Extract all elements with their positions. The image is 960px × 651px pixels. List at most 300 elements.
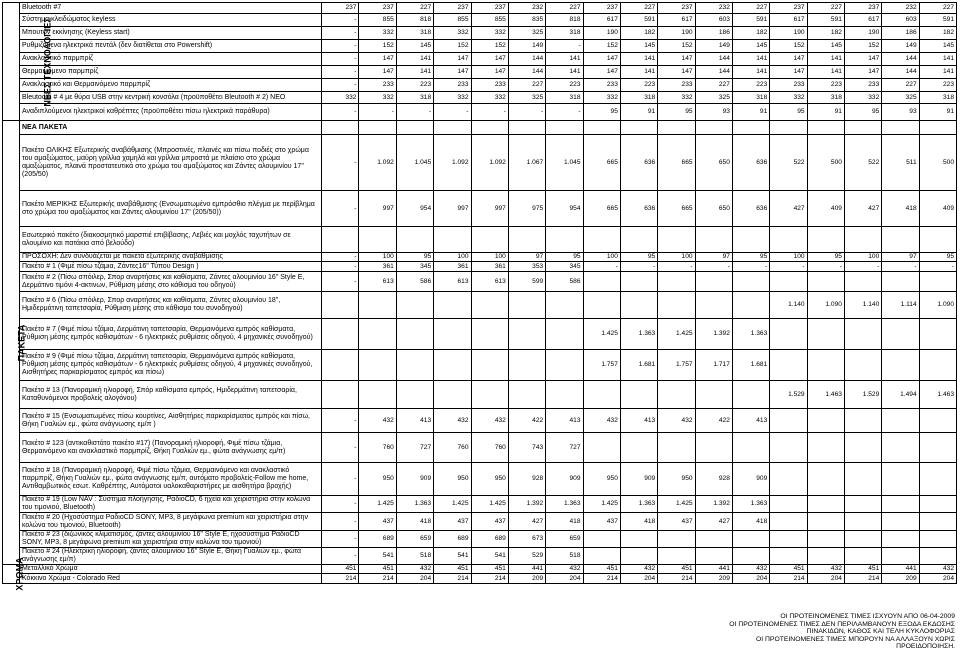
price-cell	[583, 292, 620, 319]
price-cell: 237	[434, 3, 471, 14]
price-cell: 227	[732, 3, 769, 14]
price-cell: 909	[620, 463, 657, 496]
price-cell: 636	[732, 191, 769, 227]
price-cell: 318	[807, 92, 844, 104]
table-row	[3, 191, 957, 227]
table-row	[3, 409, 957, 433]
price-cell: 227	[546, 3, 583, 14]
price-cell	[434, 121, 471, 135]
price-cell	[359, 381, 396, 409]
price-cell: 227	[508, 79, 545, 92]
price-cell	[658, 227, 695, 253]
price-cell: 227	[882, 79, 919, 92]
row-description: Bleutooth # 4 με θύρα USB στην κεντρική κονσόλα (προϋποθέτει Bleutooth # 2) ΝΕΟ	[19, 92, 321, 104]
price-cell: 100	[844, 253, 881, 262]
price-cell	[732, 272, 769, 292]
price-cell: 209	[882, 574, 919, 584]
price-cell: 95	[807, 253, 844, 262]
price-cell	[844, 496, 881, 513]
price-cell	[546, 227, 583, 253]
price-cell: 147	[770, 53, 807, 66]
row-description: Πακέτο # 19 (Low NAV : Σύστημα πλοήγησης, ΡαδιοCD, 6 ηχεία και χειριστήρια στην κολώνα του τιμονιού, Bluetooth)	[19, 496, 321, 513]
price-cell: -	[695, 262, 732, 272]
price-cell: 855	[434, 14, 471, 27]
price-cell: 237	[583, 3, 620, 14]
price-cell	[546, 292, 583, 319]
price-cell	[882, 227, 919, 253]
row-description: Ανακλαστικό και Θερμαινόμενο παρμπρίζ	[19, 79, 321, 92]
price-cell: 147	[583, 66, 620, 79]
price-cell	[770, 409, 807, 433]
price-cell: 147	[359, 66, 396, 79]
price-cell: 432	[658, 409, 695, 433]
price-cell	[658, 121, 695, 135]
table-row	[3, 66, 957, 79]
price-cell: 1.045	[396, 135, 433, 191]
price-cell: 141	[620, 66, 657, 79]
price-cell: 141	[546, 66, 583, 79]
section-label-packets	[3, 121, 27, 565]
price-cell: 1.363	[732, 496, 769, 513]
price-cell: 353	[508, 262, 545, 272]
price-cell	[546, 381, 583, 409]
price-cell	[658, 292, 695, 319]
price-cell	[508, 121, 545, 135]
price-cell: 613	[359, 272, 396, 292]
price-cell	[620, 548, 657, 565]
price-cell: 332	[770, 92, 807, 104]
price-cell: 541	[434, 548, 471, 565]
price-cell: 144	[882, 66, 919, 79]
price-cell: 147	[583, 53, 620, 66]
price-cell: 1.681	[732, 350, 769, 381]
price-cell	[434, 292, 471, 319]
price-cell: 152	[359, 40, 396, 53]
price-cell: 541	[359, 548, 396, 565]
price-cell: 223	[396, 79, 433, 92]
row-description: Θερμαινόμενο παρμπρίζ	[19, 66, 321, 79]
price-cell: 332	[844, 92, 881, 104]
price-cell: 1.392	[508, 496, 545, 513]
price-cell: 413	[546, 409, 583, 433]
price-cell: 145	[732, 40, 769, 53]
price-cell: 441	[695, 565, 732, 574]
price-cell: 227	[919, 3, 956, 14]
price-cell: 909	[396, 463, 433, 496]
price-cell	[396, 350, 433, 381]
price-cell	[770, 531, 807, 548]
price-cell: 361	[359, 262, 396, 272]
price-cell	[732, 227, 769, 253]
price-cell: -	[807, 262, 844, 272]
price-cell: 144	[508, 53, 545, 66]
price-cell: 835	[508, 14, 545, 27]
price-cell: 997	[471, 191, 508, 227]
price-cell: -	[322, 463, 359, 496]
row-description: Εσωτερικό πακέτο (διακοσμητικό μαρσπιέ επιβίβασης, Λεβιές και μοχλός ταχυτήτων σε αλουμίνιο και πατάκια από βελούδο)	[19, 227, 321, 253]
price-cell: 95	[919, 253, 956, 262]
row-description: Κόκκινο Χρώμα - Colorado Red	[19, 574, 321, 584]
price-cell: 432	[732, 565, 769, 574]
price-cell: 950	[359, 463, 396, 496]
price-cell	[807, 548, 844, 565]
price-cell: 332	[583, 92, 620, 104]
price-cell: 318	[546, 27, 583, 40]
price-cell	[770, 272, 807, 292]
price-cell: 451	[359, 565, 396, 574]
price-cell: 950	[583, 463, 620, 496]
price-cell	[732, 381, 769, 409]
price-cell: 227	[620, 3, 657, 14]
price-cell: 760	[359, 433, 396, 463]
price-cell: 186	[882, 27, 919, 40]
table-row	[3, 3, 957, 14]
price-cell: 855	[359, 14, 396, 27]
price-cell	[844, 548, 881, 565]
price-cell: 182	[620, 27, 657, 40]
price-cell: 727	[546, 433, 583, 463]
price-cell	[359, 227, 396, 253]
price-cell: 95	[732, 253, 769, 262]
price-cell: 441	[508, 565, 545, 574]
price-cell: -	[919, 262, 956, 272]
price-cell: 237	[359, 3, 396, 14]
price-cell: 318	[732, 92, 769, 104]
price-cell	[807, 463, 844, 496]
price-cell	[471, 350, 508, 381]
price-cell: 954	[546, 191, 583, 227]
price-cell	[807, 531, 844, 548]
price-cell	[732, 121, 769, 135]
price-cell: 93	[695, 104, 732, 121]
price-cell: 665	[658, 135, 695, 191]
price-cell: 95	[620, 253, 657, 262]
price-cell	[583, 121, 620, 135]
price-cell: 204	[732, 574, 769, 584]
price-cell: 186	[695, 27, 732, 40]
price-cell: 204	[396, 574, 433, 584]
price-cell	[620, 227, 657, 253]
price-cell: -	[322, 409, 359, 433]
price-cell: 432	[546, 565, 583, 574]
price-cell: 413	[732, 409, 769, 433]
price-cell	[882, 463, 919, 496]
table-row	[3, 262, 957, 272]
table-row	[3, 574, 957, 584]
price-cell: 190	[844, 27, 881, 40]
table-row	[3, 53, 957, 66]
price-cell	[882, 496, 919, 513]
row-description: Πακέτο # 20 (Ηχοσύστημα ΡαδιοCD SONY, MP3, 8 μεγάφωνα premium και χειριστήρια στην κολώνα του τιμονιού, Bluetooth)	[19, 513, 321, 531]
price-cell	[919, 272, 956, 292]
price-cell: 1.757	[658, 350, 695, 381]
price-cell: 650	[695, 135, 732, 191]
price-cell: 1.067	[508, 135, 545, 191]
price-cell: 214	[471, 574, 508, 584]
price-cell: 325	[508, 92, 545, 104]
price-cell: 144	[695, 53, 732, 66]
price-cell: 665	[658, 191, 695, 227]
price-cell	[359, 319, 396, 350]
price-cell: 145	[919, 40, 956, 53]
price-cell: -	[396, 104, 433, 121]
price-cell: 613	[434, 272, 471, 292]
price-cell: 727	[396, 433, 433, 463]
price-cell: 147	[471, 53, 508, 66]
price-cell: 432	[359, 409, 396, 433]
price-cell: 182	[919, 27, 956, 40]
price-cell	[695, 272, 732, 292]
price-cell: 975	[508, 191, 545, 227]
row-description: Αναδιπλούμενοι ηλεκτρικοί καθρέπτες (προϋποθέτει πίσω ηλεκτρικά παράθυρα)	[19, 104, 321, 121]
price-cell: 214	[658, 574, 695, 584]
price-cell	[919, 227, 956, 253]
price-cell: 511	[882, 135, 919, 191]
price-cell	[919, 433, 956, 463]
price-cell: 441	[882, 565, 919, 574]
price-cell	[695, 121, 732, 135]
price-cell: 91	[620, 104, 657, 121]
price-cell: 95	[658, 104, 695, 121]
price-cell: 522	[844, 135, 881, 191]
price-cell: -	[322, 104, 359, 121]
price-cell	[844, 513, 881, 531]
price-cell	[732, 531, 769, 548]
price-cell: 1.363	[620, 319, 657, 350]
price-cell: 1.463	[807, 381, 844, 409]
price-cell: 500	[919, 135, 956, 191]
price-cell	[322, 319, 359, 350]
table-row	[3, 381, 957, 409]
price-cell	[508, 350, 545, 381]
price-cell: 1.392	[695, 496, 732, 513]
price-cell: 233	[471, 79, 508, 92]
note-line: ΠΙΝΑΚΙΔΩΝ, ΚΑΘΟΣ ΚΑΙ ΤΕΛΗ ΚΥΚΛΟΦΟΡΙΑΣ	[806, 628, 955, 635]
price-cell	[770, 121, 807, 135]
price-cell: 227	[807, 3, 844, 14]
price-cell: 209	[695, 574, 732, 584]
price-cell	[471, 292, 508, 319]
price-cell: -	[322, 66, 359, 79]
price-cell: 1.681	[620, 350, 657, 381]
price-cell: 422	[508, 409, 545, 433]
price-cell	[396, 319, 433, 350]
price-cell: 149	[508, 40, 545, 53]
price-cell: 144	[695, 66, 732, 79]
price-cell: 141	[919, 53, 956, 66]
table-row	[3, 272, 957, 292]
price-cell: -	[583, 262, 620, 272]
price-cell	[583, 433, 620, 463]
price-cell	[919, 350, 956, 381]
price-cell: 237	[770, 3, 807, 14]
price-cell: -	[322, 433, 359, 463]
price-cell	[770, 496, 807, 513]
price-cell: -	[620, 262, 657, 272]
price-cell: 909	[732, 463, 769, 496]
price-cell: 997	[434, 191, 471, 227]
price-cell: -	[546, 104, 583, 121]
price-cell: 141	[807, 53, 844, 66]
price-cell: 332	[434, 92, 471, 104]
row-description: Πακέτο # 24 (Ηλεκτρική ηλιοροφή, ζάντες αλουμινίου 16" Style E, Θήκη Γυαλιών εμ., φώτα ανάγνωσης εμ/π)	[19, 548, 321, 565]
price-cell: 233	[770, 79, 807, 92]
price-cell: 413	[396, 409, 433, 433]
price-cell: 665	[583, 135, 620, 191]
price-cell: 100	[359, 253, 396, 262]
price-cell	[695, 292, 732, 319]
price-cell: 613	[471, 272, 508, 292]
table-row	[3, 433, 957, 463]
price-cell	[396, 292, 433, 319]
price-cell: 93	[882, 104, 919, 121]
price-cell: 232	[882, 3, 919, 14]
price-cell: 97	[695, 253, 732, 262]
price-cell: 451	[434, 565, 471, 574]
price-cell: 204	[620, 574, 657, 584]
price-cell: 345	[396, 262, 433, 272]
price-cell	[508, 319, 545, 350]
price-cell: 147	[844, 66, 881, 79]
price-cell: 152	[471, 40, 508, 53]
price-cell	[919, 319, 956, 350]
price-cell: 432	[434, 409, 471, 433]
price-cell: 818	[396, 14, 433, 27]
price-cell: 223	[807, 79, 844, 92]
price-cell: 1.494	[882, 381, 919, 409]
price-cell: 1.140	[844, 292, 881, 319]
row-description: Πακέτο # 13 (Πανοραμική ηλιοροφή, Σπόρ καθίσματα εμπρός, Ημιδερμάτινη ταπετσαρία, Καταθυνόμενοι προβολείς αλογόνου)	[19, 381, 321, 409]
price-cell: 418	[732, 513, 769, 531]
price-cell: 237	[322, 3, 359, 14]
price-cell: 147	[434, 66, 471, 79]
price-cell	[620, 433, 657, 463]
price-cell	[508, 381, 545, 409]
price-cell	[695, 531, 732, 548]
price-cell	[844, 350, 881, 381]
price-cell: 1.717	[695, 350, 732, 381]
price-cell: 500	[807, 135, 844, 191]
price-cell: 204	[546, 574, 583, 584]
row-description: Πακέτο # 9 (Φιμέ πίσω τζάμια, Δερμάτινη ταπετσαρία, Θερμαινόμενα εμπρός καθίσματα, Ρύθμιση μέσης εμπρός καθισμάτων - 6 ηλεκτρικές ρυθμίσεις οδηγού, 4 μηχανικές συνοδηγού, Αισθητήρες παρκαρίσματος εμπρός και πίσω)	[19, 350, 321, 381]
price-cell: 214	[434, 574, 471, 584]
price-cell: 332	[322, 92, 359, 104]
price-cell	[770, 319, 807, 350]
price-cell	[844, 409, 881, 433]
price-cell: 95	[396, 253, 433, 262]
price-cell	[919, 513, 956, 531]
price-cell: 743	[508, 433, 545, 463]
price-cell: 190	[770, 27, 807, 40]
price-cell: 141	[732, 66, 769, 79]
price-cell	[844, 121, 881, 135]
price-cell: 950	[658, 463, 695, 496]
price-cell	[620, 292, 657, 319]
price-cell: 1.392	[695, 319, 732, 350]
price-cell: 361	[434, 262, 471, 272]
price-cell: 427	[844, 191, 881, 227]
price-cell: 603	[695, 14, 732, 27]
table-row	[3, 350, 957, 381]
price-cell: 100	[434, 253, 471, 262]
row-description: Σύστημα κλειδώματος keyless	[19, 14, 321, 27]
price-cell: 418	[882, 191, 919, 227]
price-cell: 214	[844, 574, 881, 584]
price-cell: 432	[583, 409, 620, 433]
price-cell: 591	[620, 14, 657, 27]
row-description: Πακέτο # 23 (διζωνικός κλιματισμός, ζάντες αλουμινίου 16" Style E, ηχοσύστημα ΡαδιοCD SONY, MP3, 8 μεγάφωνα premium και χειριστήρια στην κολώνα του τιμονιού)	[19, 531, 321, 548]
price-cell: 145	[620, 40, 657, 53]
price-cell	[732, 433, 769, 463]
price-cell	[770, 513, 807, 531]
price-cell: 689	[359, 531, 396, 548]
price-cell	[695, 548, 732, 565]
price-cell	[919, 548, 956, 565]
price-cell: 603	[882, 14, 919, 27]
table-row	[3, 27, 957, 40]
row-description: Πακέτο # 1 (Φιμέ πίσω τζάμια, Ζάντες16" Τύπου Design )	[19, 262, 321, 272]
price-cell	[620, 121, 657, 135]
price-cell: 144	[508, 66, 545, 79]
price-cell: 223	[546, 79, 583, 92]
table-row	[3, 40, 957, 53]
price-cell: -	[658, 262, 695, 272]
price-cell: 147	[471, 66, 508, 79]
price-cell	[396, 381, 433, 409]
price-cell: 204	[807, 574, 844, 584]
price-cell: 437	[434, 513, 471, 531]
price-cell: 855	[471, 14, 508, 27]
price-cell: 418	[546, 513, 583, 531]
price-cell: 451	[658, 565, 695, 574]
price-cell	[807, 513, 844, 531]
price-cell: 91	[919, 104, 956, 121]
price-cell	[807, 121, 844, 135]
price-cell	[807, 409, 844, 433]
price-cell: 141	[620, 53, 657, 66]
price-cell: -	[508, 104, 545, 121]
price-cell: 432	[919, 565, 956, 574]
price-cell: 529	[508, 548, 545, 565]
price-cell	[434, 319, 471, 350]
price-cell: 427	[770, 191, 807, 227]
table-row	[3, 548, 957, 565]
price-cell: 591	[807, 14, 844, 27]
price-cell	[546, 319, 583, 350]
price-cell: 332	[434, 27, 471, 40]
price-cell: 636	[620, 191, 657, 227]
price-cell: -	[322, 14, 359, 27]
table-row	[3, 496, 957, 513]
price-cell: 149	[695, 40, 732, 53]
price-cell: 432	[471, 409, 508, 433]
price-cell: 909	[546, 463, 583, 496]
price-cell: 659	[546, 531, 583, 548]
table-row	[3, 79, 957, 92]
price-cell: 427	[695, 513, 732, 531]
price-cell: 422	[695, 409, 732, 433]
price-cell	[471, 227, 508, 253]
price-cell: 617	[844, 14, 881, 27]
price-cell	[583, 272, 620, 292]
price-cell	[658, 381, 695, 409]
price-cell: 636	[732, 135, 769, 191]
price-table-wrapper	[2, 2, 957, 591]
price-cell: 665	[583, 191, 620, 227]
price-cell	[359, 121, 396, 135]
price-cell: -	[359, 104, 396, 121]
table-row	[3, 135, 957, 191]
